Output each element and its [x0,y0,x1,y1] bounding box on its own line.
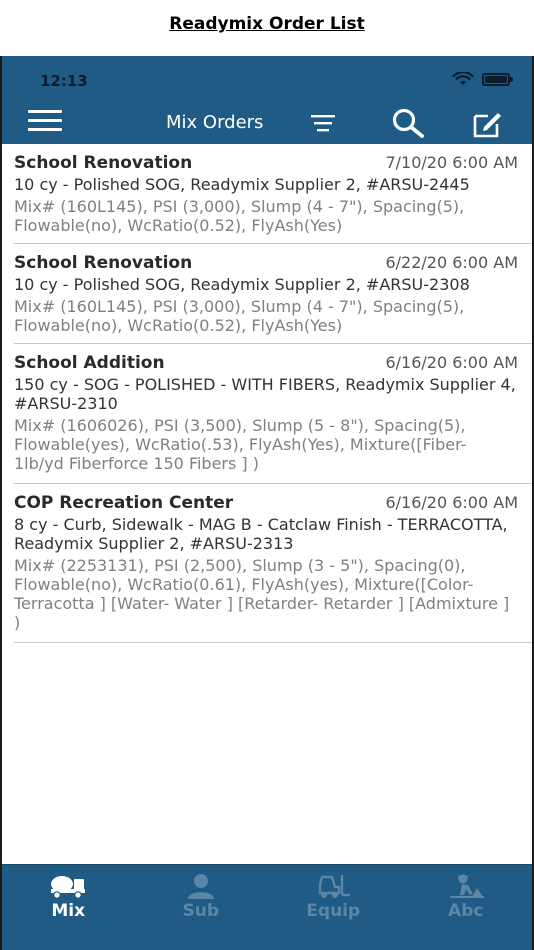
divider [14,642,532,643]
phone-screen [0,56,534,950]
tab-label: Abc [448,901,484,921]
compose-icon[interactable] [472,110,504,138]
order-name: School Addition [14,353,165,373]
order-name: School Renovation [14,253,193,273]
order-name: COP Recreation Center [14,493,234,513]
app-header [2,56,532,144]
order-description: 150 cy - SOG - POLISHED - WITH FIBERS, Readymix Supplier 4, #ARSU-2310 [14,375,516,413]
order-description: 8 cy - Curb, Sidewalk - MAG B - Catclaw Finish - TERRACOTTA, Readymix Supplier 2, #ARSU-2313 [14,515,508,553]
order-spec: Mix# (160L145), PSI (3,000), Slump (4 - 7"), Spacing(5), Flowable(no), WcRatio(0.52), FlyAsh(Yes) [14,197,465,235]
tab-label: Sub [182,901,219,921]
tab-sub[interactable] [135,865,268,950]
order-spec: Mix# (1606026), PSI (3,500), Slump (5 - 8"), Spacing(5), Flowable(yes), WcRatio(.53), FlyAsh(Yes), Mixture([Fiber- 1lb/yd Fiberforce 150 Fibers ] ) [14,416,467,473]
tab-label: Mix [51,901,86,921]
order-name: School Renovation [14,153,193,173]
order-item[interactable] [2,484,532,642]
forklift-icon [313,873,353,899]
status-time: 12:13 [40,72,88,90]
battery-icon [482,73,510,86]
order-date: 6/16/20 6:00 AM [385,353,518,372]
order-date: 7/10/20 6:00 AM [385,153,518,172]
order-item[interactable] [2,344,532,483]
worker-icon [446,873,486,899]
person-icon [181,873,221,899]
order-description: 10 cy - Polished SOG, Readymix Supplier 2, #ARSU-2445 [14,175,470,194]
order-description: 10 cy - Polished SOG, Readymix Supplier 2, #ARSU-2308 [14,275,470,294]
nav-bar [2,104,532,140]
nav-title: Mix Orders [166,112,264,133]
document-title: Readymix Order List [169,14,365,34]
order-spec: Mix# (160L145), PSI (3,000), Slump (4 - 7"), Spacing(5), Flowable(no), WcRatio(0.52), FlyAsh(Yes) [14,297,465,335]
order-spec: Mix# (2253131), PSI (2,500), Slump (3 - 5"), Spacing(0), Flowable(no), WcRatio(0.61), FlyAsh(yes), Mixture([Color- Terracotta ] [Water- Water ] [Retarder- Retarder ] [Admixture ] ) [14,556,510,632]
wifi-icon [452,72,474,86]
order-date: 6/22/20 6:00 AM [385,253,518,272]
tab-mix[interactable] [2,865,135,950]
order-item[interactable] [2,144,532,243]
tab-label: Equip [306,901,361,921]
mixer-truck-icon [48,873,88,899]
menu-icon[interactable] [28,110,62,134]
sort-filter-icon[interactable] [311,114,335,132]
tab-equip[interactable] [267,865,400,950]
status-icons [452,72,510,86]
order-item[interactable] [2,244,532,343]
order-date: 6/16/20 6:00 AM [385,493,518,512]
tab-abc[interactable] [400,865,533,950]
search-icon[interactable] [390,108,426,138]
order-list [2,144,532,643]
tab-bar [2,864,532,950]
